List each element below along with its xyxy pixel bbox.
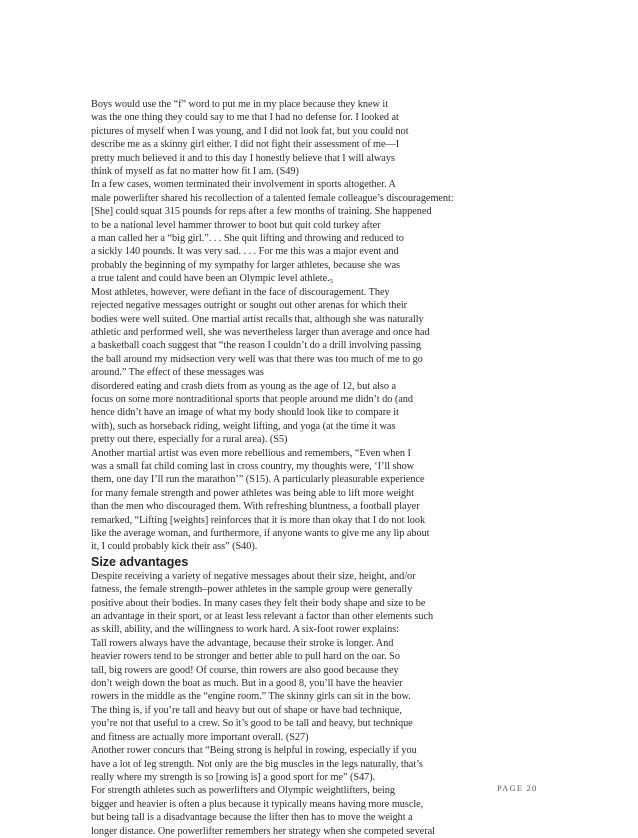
text-line: like the average woman, and furthermore, if anyone wants to give me any lip about <box>91 528 430 539</box>
text-line: athletic and performed well, she was nevertheless larger than average and once had <box>91 326 430 338</box>
text-line: probably the beginning of my sympathy for larger athletes, because she was <box>91 259 400 271</box>
text-line: a sickly 140 pounds. It was very sad. . . . For me this was a major event and <box>91 246 399 258</box>
text-line: was the one thing they could say to me that I had no defense for. I looked at <box>91 112 399 124</box>
text-line: was a small fat child coming last in cross country, my thoughts were, ‘I’ll show <box>91 460 415 472</box>
text-line: a man called her a “big girl.”. . . She quit lifting and throwing and reduced to <box>91 233 404 245</box>
text-line: you’re not that useful to a crew. So it’s good to be tall and heavy, but technique <box>91 718 413 730</box>
text-line: and fitness are actually more important overall. (S27) <box>91 731 309 743</box>
text-line: as skill, ability, and the willingness to work hard. A six-foot rower explains: <box>91 624 399 636</box>
text-line: an advantage in their sport, or at least less relevant a factor than other elements such <box>91 611 434 623</box>
text-line: describe me as a skinny girl either. I did not fight their assessment of me—I <box>91 139 400 151</box>
text-line: Despite receiving a variety of negative messages about their size, height, and/or <box>91 570 416 582</box>
text-line: For strength athletes such as powerlifters and Olympic weightlifters, being <box>91 785 395 797</box>
text-line: a basketball coach suggest that “the reason I couldn’t do a drill involving passing <box>91 340 421 352</box>
text-line: disordered eating and crash diets from as young as the age of 12, but also a <box>91 380 397 392</box>
text-line: focus on some more nontraditional sports that people around me didn’t do (and <box>91 393 413 405</box>
text-line: pictures of myself when I was young, and I did not look fat, but you could not <box>91 125 409 137</box>
text-line: for many female strength and power athletes was being able to lift more weight <box>91 487 414 499</box>
text-line: really where my strength is so [rowing is] a good sport for me” (S47). <box>91 771 376 783</box>
text-line: positive about their bodies. In many cases they felt their body shape and size to be <box>91 597 426 609</box>
text-line: Tall rowers always have the advantage, because their stroke is longer. And <box>91 637 394 649</box>
text-line: rejected negative messages outright or sought out other arenas for which their <box>91 300 408 312</box>
text-line: male powerlifter shared his recollection of a talented female colleague’s discouragement: <box>91 192 454 204</box>
text-line: bodies were well suited. One martial artist recalls that, although she was naturally <box>91 313 424 325</box>
text-line: bigger and heavier is often a plus because it typically means having more muscle, <box>91 798 424 810</box>
text-line: Another martial artist was even more rebellious and remembers, “Even when I <box>91 447 411 459</box>
text-line: longer distance. One powerlifter remembers her strategy when she competed several <box>91 825 435 837</box>
page-body <box>91 98 561 838</box>
text-line: the ball around my midsection very well was that there was too much of me to go <box>91 353 423 365</box>
text-line: heavier rowers tend to be stronger and better able to pull hard on the oar. So <box>91 651 400 663</box>
text-line: remarked, “Lifting [weights] reinforces that it is more than okay that I do not look <box>91 514 426 526</box>
text-line: don’t weigh down the boat as much. But in a good 8, you’ll have the heavier <box>91 678 403 690</box>
page-number: PAGE 20 <box>497 783 538 793</box>
text-line: pretty out there, especially for a rural area). (S5) <box>91 434 288 446</box>
body-text-block-2 <box>91 570 561 838</box>
text-line: to be a national level hammer thrower to boot but quit cold turkey after <box>91 219 381 231</box>
text-line: rowers in the middle as the “engine room.” The skinny girls can sit in the bow. <box>91 691 411 703</box>
body-text-block-1 <box>91 98 561 554</box>
text-line: In a few cases, women terminated their involvement in sports altogether. A <box>91 179 396 191</box>
text-line: The thing is, if you’re tall and heavy but out of shape or have bad technique, <box>91 704 402 716</box>
text-line: tall, big rowers are good! Of course, thin rowers are also good because they <box>91 664 399 676</box>
text-line: hence didn’t have an image of what my body should look like to compare it <box>91 407 399 419</box>
text-line: a true talent and could have been an Olympic level athlete.₅ <box>91 273 334 285</box>
text-line: fatness, the female strength–power athletes in the sample group were generally <box>91 584 413 596</box>
text-line: with), such as horseback riding, weight lifting, and yoga (at the time it was <box>91 420 396 432</box>
text-line: them, one day I’ll run the marathon’” (S15). A particularly pleasurable experience <box>91 474 425 486</box>
section-heading: Size advantages <box>91 554 189 569</box>
text-line: [She] could squat 315 pounds for reps after a few months of training. She happened <box>91 206 432 218</box>
text-line: than the men who discouraged them. With refreshing bluntness, a football player <box>91 501 420 513</box>
text-line: around.” The effect of these messages was <box>91 367 264 379</box>
text-line: think of myself as fat no matter how fit I am. (S49) <box>91 166 299 178</box>
text-line: Boys would use the “f” word to put me in my place because they knew it <box>91 99 389 110</box>
text-line: have a lot of leg strength. Not only are the big muscles in the legs naturally, that’s <box>91 758 423 770</box>
text-line: pretty much believed it and to this day I honestly believe that I will always <box>91 152 395 164</box>
text-line: it, I could probably kick their ass” (S40). <box>91 541 258 553</box>
text-line: Most athletes, however, were defiant in the face of discouragement. They <box>91 286 390 298</box>
text-line: but being tall is a disadvantage because the lifter then has to move the weight a <box>91 812 413 824</box>
text-line: Another rower concurs that “Being strong is helpful in rowing, especially if you <box>91 745 417 757</box>
